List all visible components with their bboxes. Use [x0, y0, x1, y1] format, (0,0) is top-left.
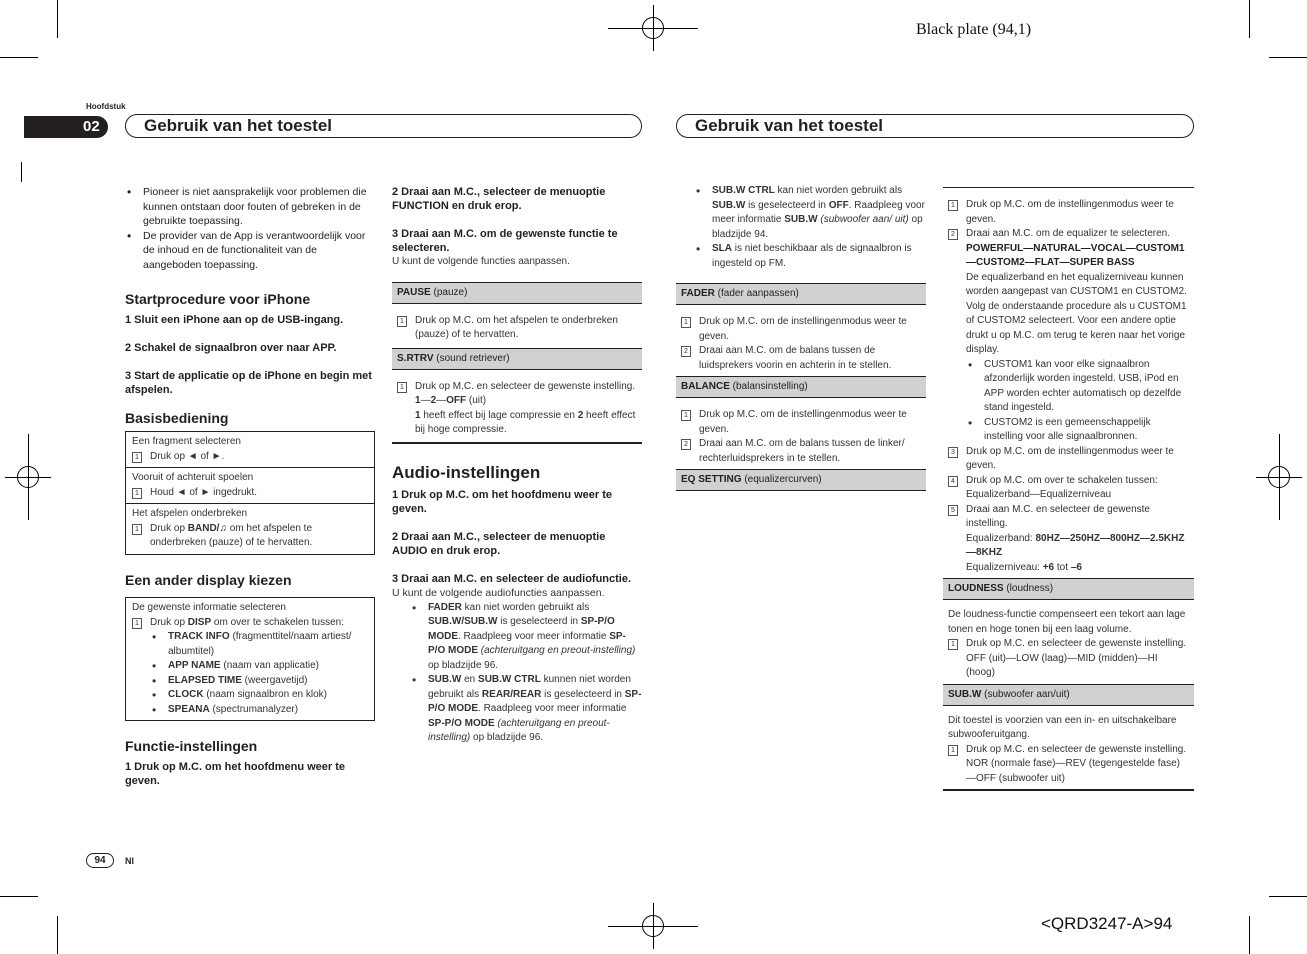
column-1: [125, 185, 375, 788]
description: Dit toestel is voorzien van een in- en uitschakelbare subwooferuitgang.: [948, 714, 1177, 740]
column-4: [943, 187, 1194, 791]
step: 3 Start de applicatie op de iPhone en begin met afspelen.: [125, 369, 372, 396]
list-item: • CUSTOM1 kan voor elke signaalbron afzonderlijk worden ingesteld. USB, iPod en APP worden echter automatisch op dezelfde stand ingesteld.: [966, 358, 1189, 416]
setting-header-srtrv: [392, 348, 642, 370]
page-number: 94: [86, 853, 114, 868]
setting-desc: (balansinstelling): [729, 381, 808, 392]
heading-basic: Basisbediening: [125, 409, 229, 426]
column-3: [676, 184, 926, 491]
step-text-bold: DISP: [187, 616, 212, 628]
setting-name: SUB.W: [948, 688, 982, 700]
option-name: APP NAME: [168, 660, 221, 671]
basic-box: [125, 431, 375, 555]
eq-description: De equalizerband en het equalizerniveau kunnen worden aangepast van CUSTOM1 en CUSTOM2.: [966, 271, 1187, 297]
bold-text: SUB.W: [428, 674, 462, 685]
step-subtext: Equalizerband—Equalizerniveau: [966, 489, 1112, 500]
setting-name: EQ SETTING: [681, 474, 742, 485]
setting-body: [392, 304, 642, 348]
setting-body: [676, 305, 926, 376]
bold-text: SP-P/O MODE: [428, 616, 615, 642]
text: . Raadpleeg voor meer informatie: [478, 703, 627, 714]
step-number: 1: [948, 639, 958, 650]
italic-text: (subwoofer aan/ uit): [817, 214, 909, 225]
numbered-step: [132, 486, 368, 501]
setting-name: PAUSE: [397, 286, 431, 298]
text: tot: [1054, 561, 1071, 573]
list-item: [150, 630, 368, 659]
option-desc: (naam signaalbron en klok): [203, 689, 327, 700]
text: is geselecteerd in: [497, 616, 581, 627]
numbered-step: [132, 522, 368, 551]
option-note: [397, 409, 637, 438]
italic-text: (achteruitgang en preout-instelling): [478, 645, 636, 656]
step-text: Draai aan M.C. om de balans tussen de luidsprekers voorin en achterin in te stellen.: [699, 345, 892, 371]
box-section-title: Het afspelen onderbreken: [132, 508, 248, 519]
step: 3 Draai aan M.C. om de gewenste functie te selecteren.: [392, 228, 618, 254]
text: is geselecteerd in: [541, 688, 625, 700]
list-item: [410, 601, 642, 674]
display-options: [132, 630, 368, 717]
step-number: 1: [132, 452, 142, 463]
music-note-icon: ♫: [219, 522, 227, 534]
setting-desc: (loudness): [1003, 583, 1054, 594]
step-text: Druk op M.C. en selecteer de gewenste instelling.: [966, 743, 1187, 755]
setting-name: S.RTRV: [397, 352, 434, 364]
setting-body: [676, 398, 926, 469]
setting-desc: (equalizercurven): [741, 474, 822, 485]
note-text: heeft effect bij lage compressie en: [420, 409, 578, 421]
step-text: Druk op: [150, 522, 188, 534]
step-number: 2: [948, 229, 958, 240]
label: Equalizerniveau:: [966, 561, 1043, 573]
step-text: Druk op M.C. om het afspelen te onderbreken (pauze) of te hervatten.: [415, 314, 618, 340]
bold-text: SUB.W/SUB.W: [428, 616, 498, 627]
list-item: [150, 703, 368, 718]
list-item: [150, 688, 368, 703]
step-text: Houd ◄ of ► ingedrukt.: [150, 486, 258, 498]
step-number: 1: [132, 618, 142, 629]
box-section-title: De gewenste informatie selecteren: [132, 602, 286, 613]
bold-text: SP-P/O MODE: [428, 630, 626, 656]
note: U kunt de volgende functies aanpassen.: [392, 256, 570, 267]
option: 2: [577, 409, 584, 421]
list-item: [694, 242, 926, 271]
numbered-step: [397, 380, 637, 395]
heading-startup: Startprocedure voor iPhone: [125, 291, 311, 307]
numbered-step: [681, 315, 921, 344]
chapter-number: 02: [24, 116, 108, 138]
box-section: [126, 432, 374, 467]
text: is niet beschikbaar als de signaalbron is ingesteld op FM.: [712, 243, 912, 269]
option-name: TRACK INFO: [168, 631, 230, 642]
section-title-right: Gebruik van het toestel: [676, 114, 1194, 138]
list-item: • De provider van de App is verantwoordelijk voor de inhoud en de functionaliteit van de aangeboden toepassing.: [125, 229, 375, 273]
option-name: ELAPSED TIME: [168, 674, 242, 686]
crop-mark: [57, 0, 58, 38]
option-name: SPEANA: [168, 703, 210, 715]
setting-header-subw: [943, 684, 1194, 706]
option-desc: (spectrumanalyzer): [209, 703, 299, 715]
step: 2 Draai aan M.C., selecteer de menuoptie AUDIO en druk erop.: [392, 531, 606, 557]
step: 1 Druk op M.C. om het hoofdmenu weer te geven.: [125, 760, 346, 787]
step-number: 5: [948, 505, 958, 516]
display-box: [125, 597, 375, 721]
step-text: om het afspelen te onderbreken (pauze) of te hervatten.: [150, 522, 313, 548]
crop-mark: [0, 896, 38, 897]
step: 2 Draai aan M.C., selecteer de menuoptie FUNCTION en druk erop.: [392, 186, 606, 212]
bold-text: SUB.W: [784, 214, 818, 225]
step-text: Draai aan M.C. om de balans tussen de linker/ rechterluidsprekers in te stellen.: [699, 438, 905, 464]
audio-notes: [392, 601, 642, 746]
numbered-step: [948, 474, 1189, 503]
heading-audio: Audio-instellingen: [392, 462, 541, 482]
step: 1 Druk op M.C. om het hoofdmenu weer te geven.: [392, 489, 613, 515]
crop-mark: [0, 57, 38, 58]
option: 1: [415, 409, 421, 421]
bold-text: SUB.W CTRL: [712, 185, 775, 196]
crop-mark: [57, 916, 58, 954]
step-number: 1: [681, 410, 691, 421]
bold-text: OFF: [828, 199, 849, 211]
setting-body: [943, 600, 1194, 684]
bold-text: REAR/REAR: [481, 688, 542, 700]
step-text: Druk op M.C. om de instellingenmodus weer te geven.: [699, 316, 907, 342]
step-number: 1: [681, 317, 691, 328]
numbered-step: [681, 344, 921, 373]
step-text: Druk op M.C. om over te schakelen tussen:: [966, 474, 1158, 486]
section-title-left: Gebruik van het toestel: [125, 114, 642, 138]
setting-header-pause: [392, 282, 642, 304]
setting-body: [943, 188, 1194, 578]
bold-text: FADER: [428, 601, 462, 613]
step: 1 Sluit een iPhone aan op de USB-ingang.: [125, 313, 344, 326]
option: 2: [430, 395, 437, 406]
setting-header-fader: [676, 283, 926, 305]
crop-mark: [608, 926, 698, 927]
crop-mark: [1256, 477, 1302, 478]
step-text: Druk op M.C. om de instellingenmodus weer te geven.: [699, 409, 907, 435]
setting-desc: (subwoofer aan/uit): [981, 688, 1070, 700]
numbered-step: [681, 408, 921, 437]
box-section-title: Een fragment selecteren: [132, 436, 241, 447]
eq-options: POWERFUL—NATURAL—VOCAL—CUSTOM1—CUSTOM2—FLAT—SUPER BASS: [966, 242, 1185, 268]
list-item: [694, 184, 926, 242]
bold-text: SLA: [712, 243, 732, 254]
column-2: [392, 185, 642, 746]
numbered-step: [948, 198, 1189, 227]
option-name: CLOCK: [168, 689, 204, 700]
numbered-step: [948, 227, 1189, 445]
step-text: Druk op ◄ of ►.: [150, 450, 225, 462]
bold-text: SP-P/O MODE: [428, 717, 495, 729]
bold-text: SUB.W CTRL: [478, 674, 541, 685]
text: . Raadpleeg voor meer informatie: [458, 630, 610, 642]
setting-header-eq: [676, 469, 926, 491]
value: +6: [1042, 561, 1055, 573]
step-text: Druk op M.C. en selecteer de gewenste instelling.: [966, 638, 1187, 649]
box-section: [126, 503, 374, 554]
crop-mark: [1269, 896, 1307, 897]
numbered-step: [948, 637, 1189, 681]
text: kan niet worden gebruikt als: [774, 185, 903, 196]
list-item: [410, 673, 642, 746]
step-text: Druk op: [150, 616, 188, 628]
bold-text: SP-P/O MODE: [428, 688, 642, 714]
heading-display: Een ander display kiezen: [125, 571, 292, 588]
crop-mark: [5, 477, 51, 478]
text: op bladzijde 96.: [470, 732, 544, 743]
plate-label: Black plate (94,1): [916, 21, 1032, 38]
step-number: 1: [397, 316, 407, 327]
box-section: [126, 598, 374, 720]
step-number: 4: [948, 476, 958, 487]
note-text: heeft effect bij hoge compressie.: [415, 409, 636, 435]
step-text: Druk op M.C. en selecteer de gewenste instelling.: [415, 380, 636, 392]
numbered-step: [132, 616, 368, 631]
crop-mark: [21, 162, 22, 182]
step-number: 1: [132, 524, 142, 535]
text: op bladzijde 96.: [428, 659, 499, 671]
numbered-step: [132, 450, 368, 465]
chapter-label: Hoofdstuk: [86, 102, 126, 111]
setting-desc: (sound retriever): [433, 352, 510, 364]
step-number: 2: [681, 346, 691, 357]
box-section-title: Vooruit of achteruit spoelen: [132, 472, 254, 483]
step-text-bold: BAND/: [187, 522, 220, 534]
label: Equalizerband:: [966, 532, 1036, 544]
text: is geselecteerd in: [745, 199, 829, 211]
text: . Raadpleeg voor meer informatie: [712, 199, 925, 225]
option: OFF: [446, 395, 467, 406]
numbered-step: [681, 437, 921, 466]
numbered-step: [948, 445, 1189, 474]
step-text: om over te schakelen tussen:: [211, 616, 344, 628]
step-text: Draai aan M.C. en selecteer de gewenste instelling.: [966, 503, 1150, 529]
list-item: [150, 674, 368, 689]
setting-body: [392, 370, 642, 444]
bold-text: SUB.W: [712, 199, 746, 211]
options: NOR (normale fase)—REV (tegengestelde fase)—OFF (subwoofer uit): [966, 758, 1180, 784]
step-number: 1: [397, 382, 407, 393]
separator: —: [420, 395, 431, 406]
list-item: [150, 659, 368, 674]
crop-mark: [1249, 0, 1250, 38]
list-item: • CUSTOM2 is een gemeenschappelijk instelling voor alle signaalbronnen.: [966, 416, 1189, 445]
step: 2 Schakel de signaalbron over naar APP.: [125, 341, 337, 354]
sub-notes: [676, 184, 926, 271]
text: en: [461, 674, 479, 685]
setting-name: LOUDNESS: [948, 583, 1004, 594]
option-desc: (uit): [466, 395, 487, 406]
options: OFF (uit)—LOW (laag)—MID (midden)—HI (hoog): [966, 652, 1158, 678]
setting-body: [943, 706, 1194, 792]
eq-band-row: [966, 532, 1189, 561]
step-text: Druk op M.C. om de instellingenmodus weer te geven.: [966, 445, 1174, 471]
crop-mark: [1249, 916, 1250, 954]
eq-band-values: 80HZ—250HZ—800HZ—2.5KHZ—8KHZ: [966, 532, 1185, 558]
text: kunnen niet worden gebruikt als: [428, 674, 631, 700]
step-number: 2: [681, 439, 691, 450]
separator: —: [436, 395, 447, 406]
crop-mark: [608, 28, 698, 29]
text: op bladzijde 94.: [712, 214, 923, 240]
option: 1: [415, 395, 421, 406]
step-number: 1: [948, 745, 958, 756]
text: kan niet worden gebruikt als: [461, 601, 590, 613]
step-number: 1: [948, 200, 958, 211]
crop-mark: [1269, 57, 1307, 58]
language-code: Nl: [125, 856, 134, 866]
option-desc: (weergavetijd): [241, 674, 308, 686]
setting-name: BALANCE: [681, 381, 730, 392]
step: 3 Draai aan M.C. en selecteer de audiofunctie.: [392, 573, 632, 585]
setting-desc: (fader aanpassen): [714, 288, 799, 299]
step-number: 1: [132, 488, 142, 499]
setting-desc: (pauze): [430, 286, 468, 298]
numbered-step: [397, 314, 637, 343]
step-text: Draai aan M.C. om de equalizer te selecteren.: [966, 228, 1170, 239]
setting-name: FADER: [681, 288, 715, 299]
numbered-step: [948, 503, 1189, 576]
description: De loudness-functie compenseert een tekort aan lage tonen en hoge tonen bij een laag volume.: [948, 609, 1186, 635]
option-desc: (naam van applicatie): [220, 660, 319, 671]
setting-header-loudness: [943, 578, 1194, 600]
list-item: • Pioneer is niet aansprakelijk voor problemen die kunnen ontstaan door fouten of gebreken in de gebruikte toepassing.: [125, 185, 375, 229]
numbered-step: [948, 743, 1189, 787]
eq-level-row: [966, 561, 1189, 576]
value: –6: [1070, 561, 1082, 573]
italic-text: (achteruitgang en preout-instelling): [428, 717, 610, 743]
document-code: <QRD3247-A>94: [1041, 914, 1173, 933]
option-desc: (fragmenttitel/naam artiest/ albumtitel): [168, 631, 352, 657]
option-list: [397, 394, 637, 409]
heading-function: Functie-instellingen: [125, 738, 258, 754]
setting-header-balance: [676, 376, 926, 398]
eq-description: Volg de onderstaande procedure als u CUSTOM1 of CUSTOM2 selecteert. Voor een andere optie drukt u op M.C. om terug te keren naar het vorige display.: [966, 300, 1187, 355]
box-section: [126, 467, 374, 503]
step-number: 3: [948, 447, 958, 458]
step-text: Druk op M.C. om de instellingenmodus weer te geven.: [966, 199, 1174, 225]
note: U kunt de volgende audiofuncties aanpassen.: [392, 587, 605, 599]
